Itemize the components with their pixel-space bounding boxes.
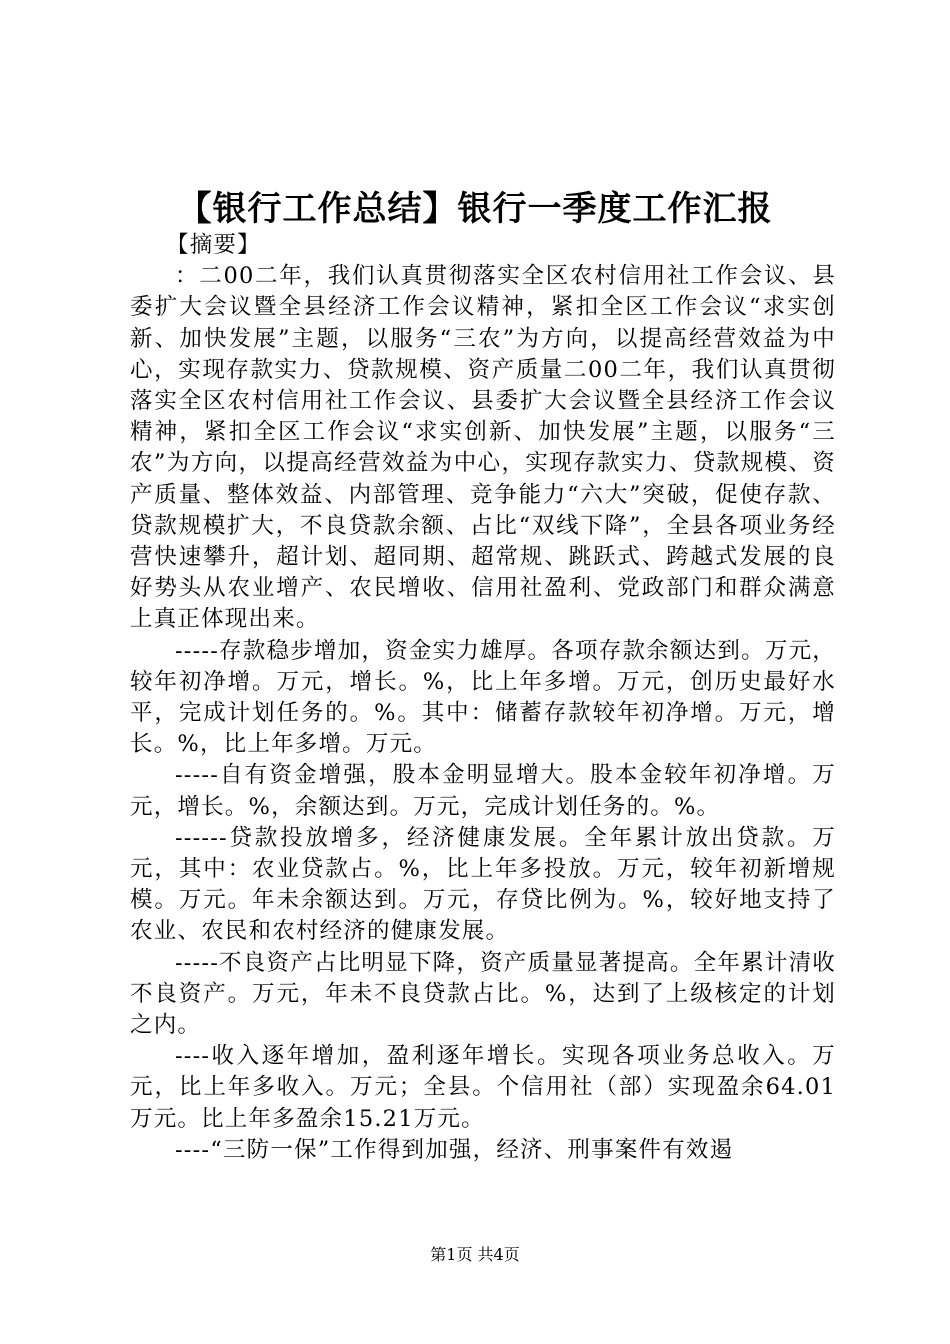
- paragraph-loans: ------贷款投放增多，经济健康发展。全年累计放出贷款。万元，其中：农业贷款占。%，比上年多投放。万元，较年初新增规模。万元。年未余额达到。万元，存贷比例为。%，较好地支持了农业、农民和农村经济的健康发展。: [130, 824, 836, 945]
- paragraph-income: ----收入逐年增加，盈利逐年增长。实现各项业务总收入。万元，比上年多收入。万元；全县。个信用社（部）实现盈余64.01万元。比上年多盈余15.21万元。: [130, 1043, 836, 1132]
- paragraph-security: ----“三防一保”工作得到加强，经济、刑事案件有效遏: [175, 1136, 734, 1163]
- paragraph-deposits: -----存款稳步增加，资金实力雄厚。各项存款余额达到。万元，较年初净增。万元，增长。%，比上年多增。万元，创历史最好水平，完成计划任务的。%。其中：储蓄存款较年初净增。万元，增长。%，比上年多增。万元。: [130, 637, 836, 758]
- paragraph-summary: ：二00二年，我们认真贯彻落实全区农村信用社工作会议、县委扩大会议暨全县经济工作会议精神，紧扣全区工作会议“求实创新、加快发展”主题，以服务“三农”为方向，以提高经营效益为中心，实现存款实力、贷款规模、资产质量二00二年，我们认真贯彻落实全区农村信用社工作会议、县委扩大会议暨全县经济工作会议精神，紧扣全区工作会议“求实创新、加快发展”主题，以服务“三农”为方向，以提高经营效益为中心，实现存款实力、贷款规模、资产质量、整体效益、内部管理、竞争能力“六大”突破，促使存款、贷款规模扩大，不良贷款余额、占比“双线下降”，全县各项业务经营快速攀升，超计划、超同期、超常规、跳跃式、跨越式发展的良好势头从农业增产、农民增收、信用社盈利、党政部门和群众满意上真正体现出来。: [130, 263, 836, 633]
- paragraph-capital: -----自有资金增强，股本金明显增大。股本金较年初净增。万元，增长。%，余额达到。万元，完成计划任务的。%。: [130, 762, 836, 820]
- page-footer: 第1页 共4页: [430, 1245, 520, 1264]
- abstract-label: 【摘要】: [166, 232, 261, 258]
- document-body: [130, 230, 836, 1166]
- document-title: 【银行工作总结】银行一季度工作汇报: [177, 189, 773, 229]
- paragraph-bad-assets: -----不良资产占比明显下降，资产质量显著提高。全年累计清收不良资产。万元，年未不良贷款占比。%，达到了上级核定的计划之内。: [130, 949, 836, 1039]
